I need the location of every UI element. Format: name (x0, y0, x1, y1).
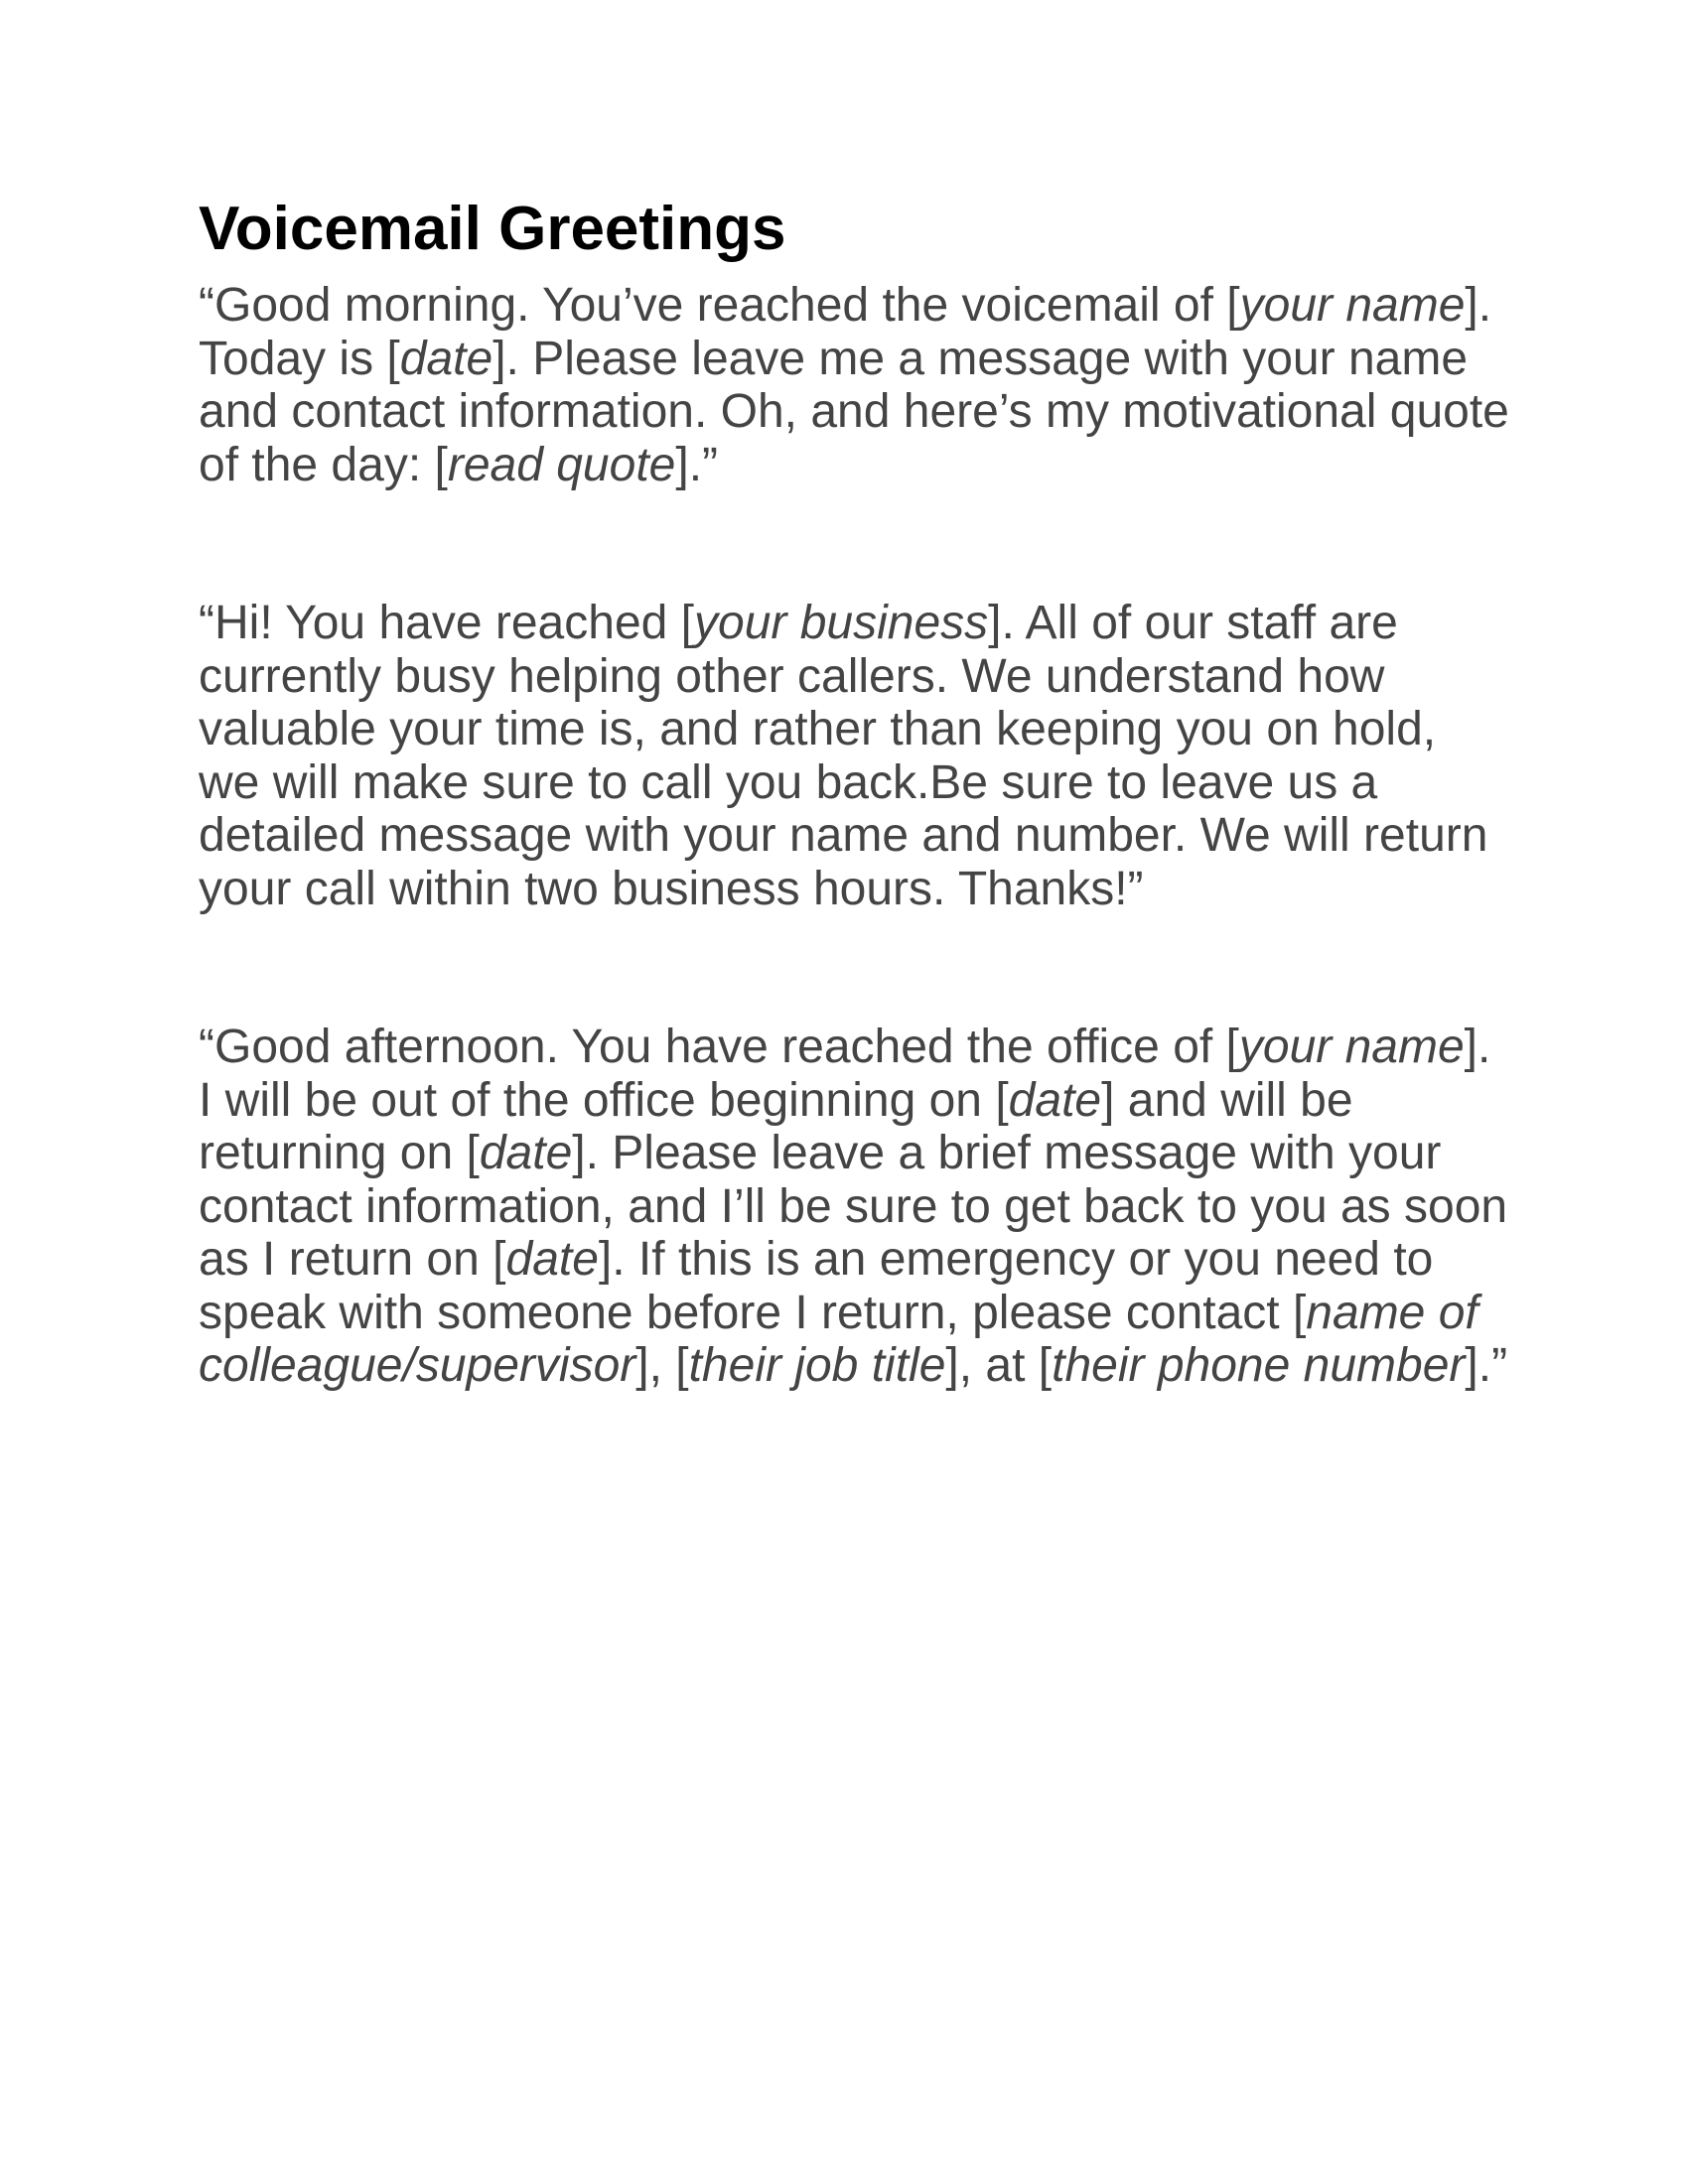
greeting-morning (199, 279, 1509, 491)
placeholder-text: name of colleague/supervisor (199, 1286, 1478, 1392)
placeholder-text: their phone number (1052, 1339, 1466, 1392)
page-title: Voicemail Greetings (199, 195, 786, 263)
placeholder-text: date (505, 1233, 599, 1286)
greeting-text: ].” (675, 438, 719, 491)
greeting-text: ]. Today is [ (199, 279, 1492, 385)
placeholder-text: date (479, 1127, 573, 1179)
greeting-text: ]. All of our staff are currently busy helping other callers. We understand how valuable your time is, and rather than keeping you on hold, we will make sure to call you back.Be sure to leave us a detailed message with your name and number. We will return your call within two business hours. Thanks!” (199, 597, 1488, 915)
placeholder-text: your name (1238, 1021, 1465, 1073)
greeting-text: ]. I will be out of the office beginning on [ (199, 1021, 1491, 1127)
greeting-text: “Hi! You have reached [ (199, 597, 695, 649)
greeting-text: “Good morning. You’ve reached the voicemail of [ (199, 279, 1240, 332)
placeholder-text: date (1008, 1073, 1102, 1127)
greeting-business (199, 597, 1509, 915)
greeting-text: ]. Please leave me a message with your name and contact information. Oh, and here’s my motivational quote of the day: [ (199, 332, 1509, 491)
greeting-afternoon (199, 1021, 1509, 1393)
greeting-text: ] and will be returning on [ (199, 1073, 1353, 1179)
greeting-text: ], [ (635, 1339, 689, 1392)
greeting-text: “Good afternoon. You have reached the office of [ (199, 1021, 1239, 1073)
placeholder-text: their job title (688, 1339, 946, 1392)
placeholder-text: your business (694, 597, 989, 649)
placeholder-text: your name (1239, 279, 1466, 332)
document-page (199, 194, 1509, 1393)
greeting-text: ]. Please leave a brief message with your contact information, and I’ll be sure to get back to you as soon as I return on [ (199, 1127, 1508, 1286)
placeholder-text: read quote (447, 438, 676, 491)
greeting-text: ]. If this is an emergency or you need to speak with someone before I return, please contact [ (199, 1233, 1434, 1339)
greeting-text: ].” (1465, 1339, 1508, 1392)
placeholder-text: date (399, 332, 493, 385)
greeting-text: ], at [ (945, 1339, 1053, 1392)
